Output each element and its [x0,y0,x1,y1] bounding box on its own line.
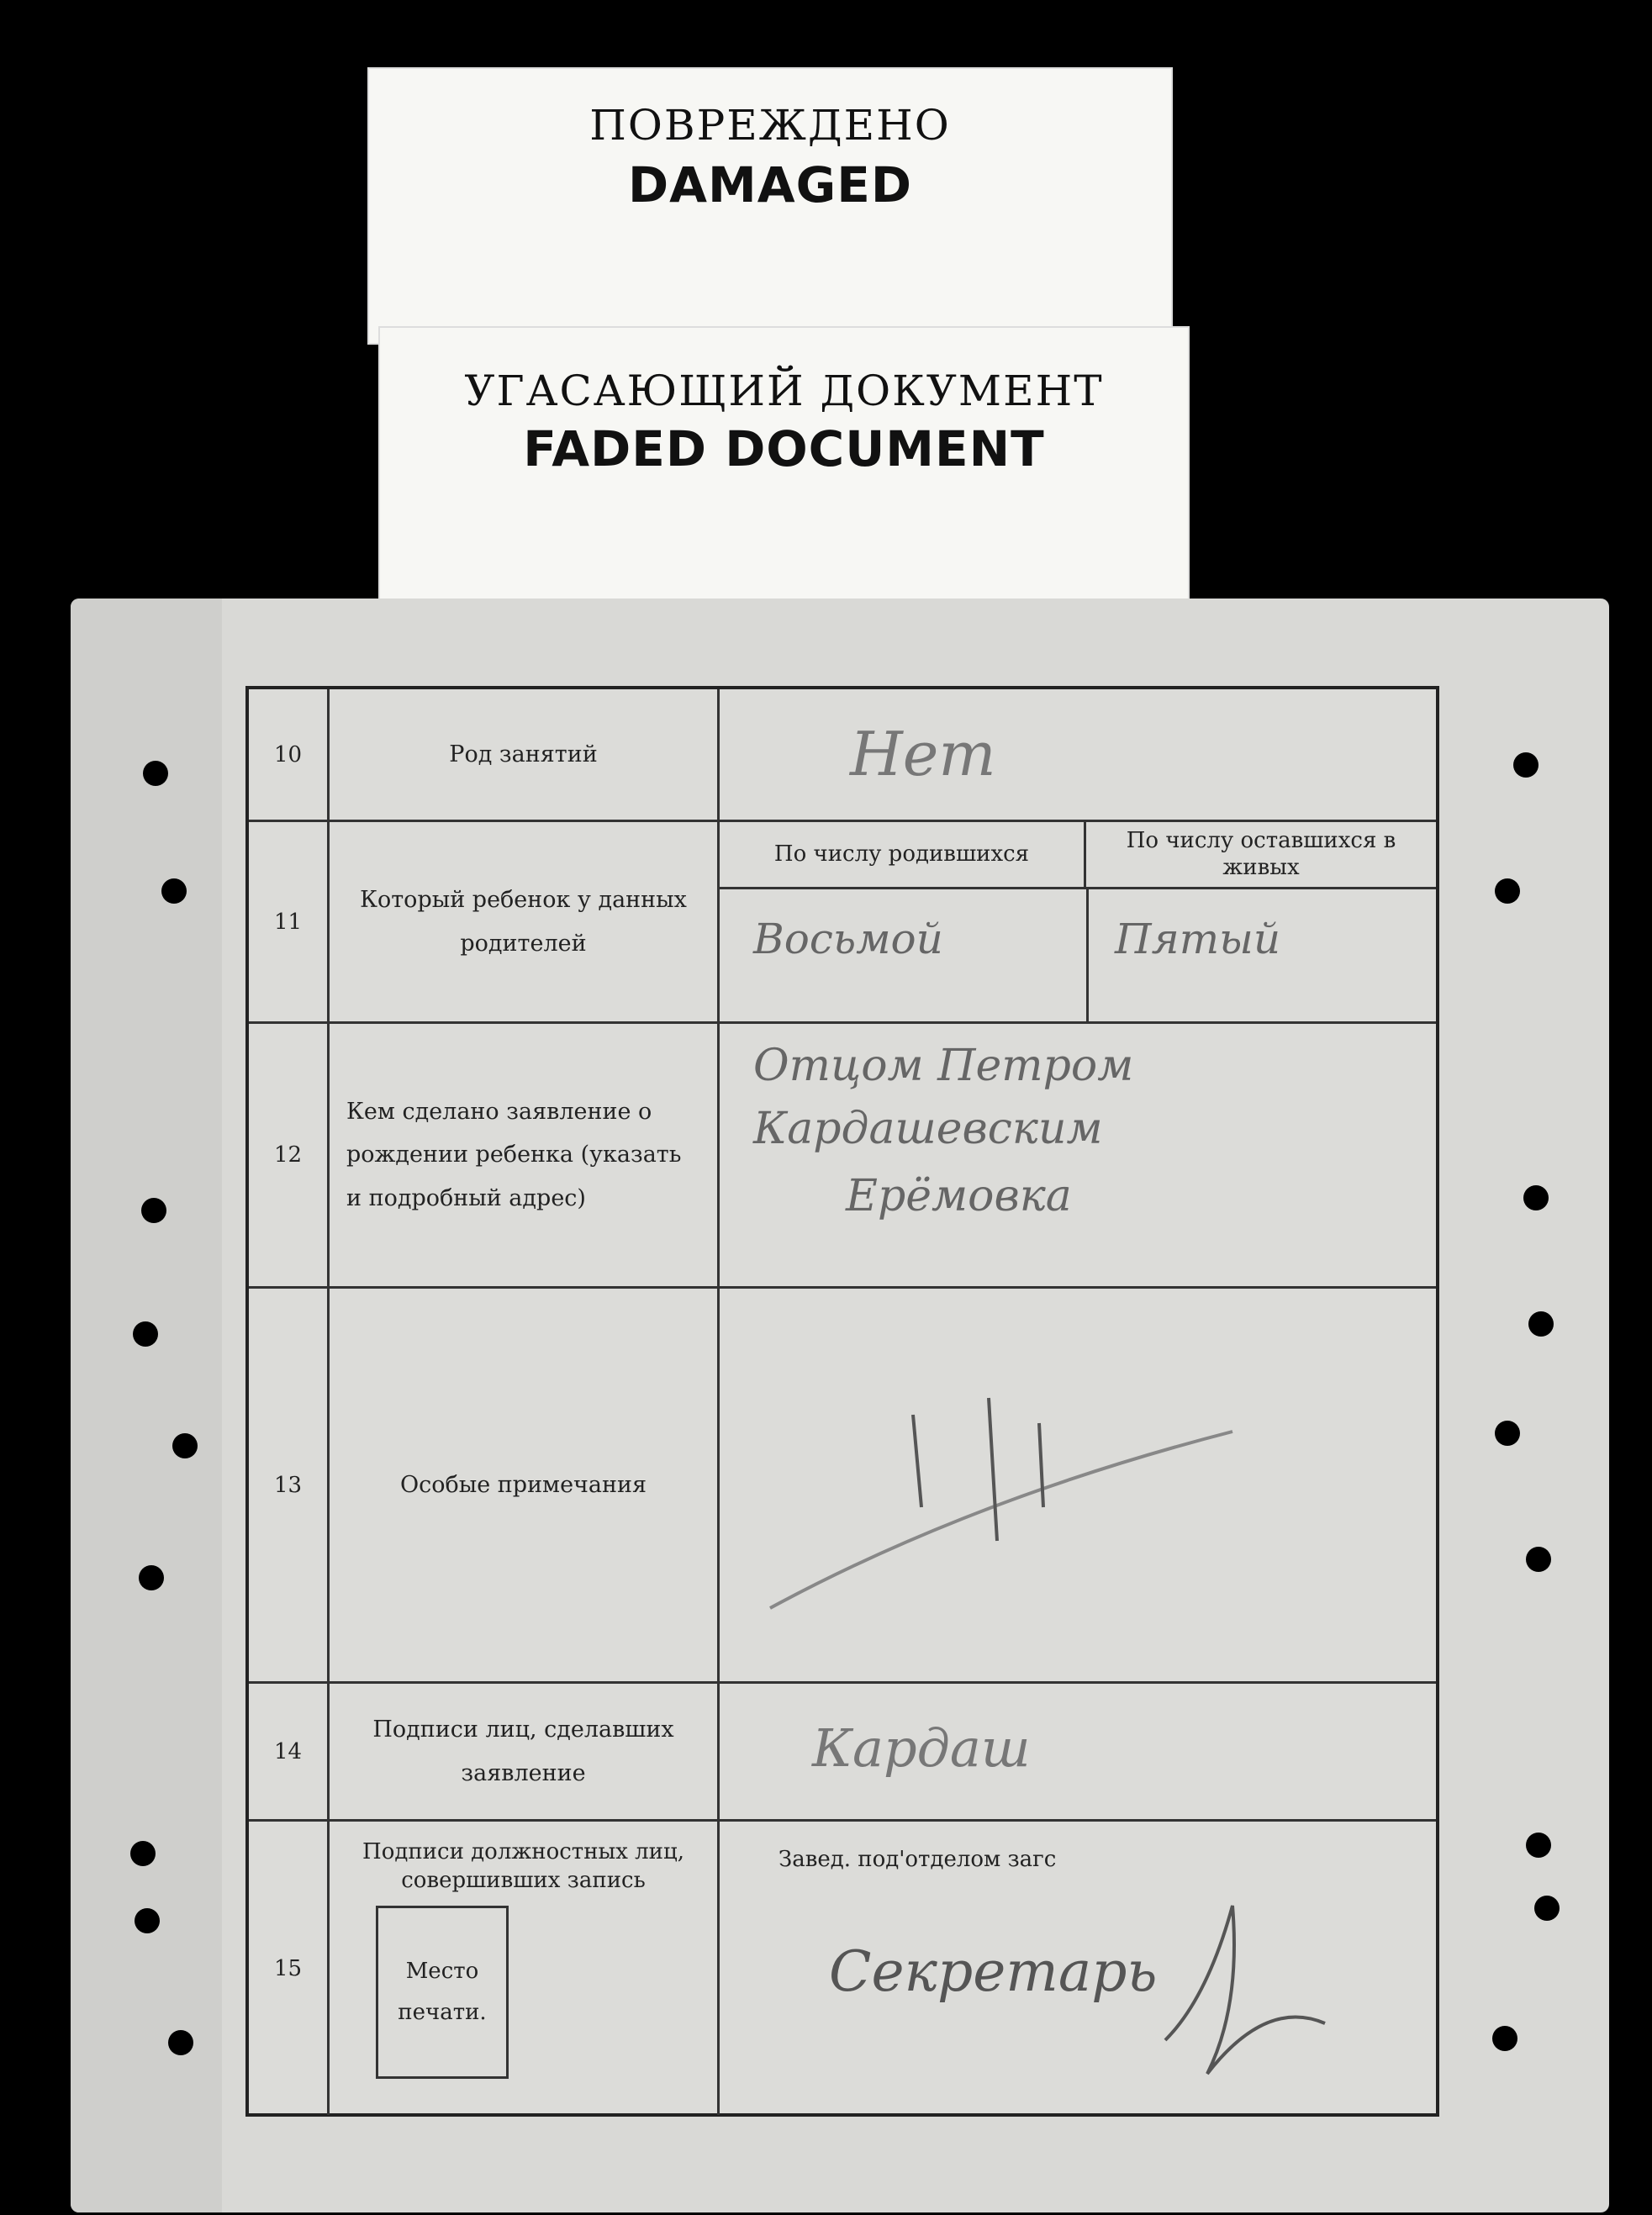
punch-hole [1526,1547,1551,1572]
row-label: Кем сделано заявление о рождении ребенка (указать и подробный адрес) [330,1024,720,1286]
punch-hole [1528,1311,1554,1337]
secretary-signature: Секретарь [829,1939,1158,2004]
row-label: Особые примечания [330,1289,720,1681]
punch-hole [1495,878,1520,904]
damaged-label-card [367,67,1173,345]
row-number: 13 [249,1289,330,1681]
row-label: Род занятий [330,689,720,820]
faded-label-ru: УГАСАЮЩИЙ ДОКУМЕНТ [464,367,1104,415]
handwritten-declarant-line: Отцом Петром [753,1041,1134,1091]
form-row-10 [249,689,1436,822]
form-row-15 [249,1822,1436,2115]
handwritten-declarant-line: Ерёмовка [846,1171,1072,1221]
row-value [720,1024,1436,1286]
form-row-13 [249,1289,1436,1684]
living-count-header: По числу оставшихся в живых [1086,822,1436,889]
column-divider [1086,889,1089,1021]
handwritten-declarant-line: Кардашевским [753,1104,1103,1154]
row-number: 14 [249,1684,330,1819]
punch-hole [1495,1421,1520,1446]
handwritten-occupation: Нет [850,719,996,789]
row-value [720,822,1436,1021]
punch-hole [1523,1185,1549,1210]
row-value [720,1684,1436,1819]
faded-label-card [378,326,1190,602]
punch-hole [168,2030,193,2055]
row-number: 10 [249,689,330,820]
birth-record-form [245,686,1439,2117]
row-number: 11 [249,822,330,1021]
handwritten-born-count: Восьмой [753,915,943,963]
form-row-14 [249,1684,1436,1822]
punch-hole [130,1841,156,1866]
damaged-label-ru: ПОВРЕЖДЕНО [589,101,951,150]
row-label: Подписи лиц, сделавших заявление [330,1684,720,1819]
born-count-header: По числу родившихся [720,822,1086,889]
row-value [720,1822,1436,2115]
punch-hole [139,1565,164,1590]
officials-signature-label: Подписи должностных лиц, совершивших запись [362,1839,684,1893]
form-row-12 [249,1024,1436,1289]
signature-flourish [1157,1872,1409,2124]
punch-hole [141,1198,166,1223]
punch-hole [135,1908,160,1933]
stamp-place-box: Место печати. [376,1906,509,2079]
faded-label-en: FADED DOCUMENT [523,420,1045,477]
cancel-stroke [720,1289,1434,1675]
punch-hole [143,761,168,786]
punch-hole [161,878,187,904]
punch-hole [172,1433,198,1458]
row-number: 12 [249,1024,330,1286]
punch-hole [1534,1896,1560,1921]
damaged-label-en: DAMAGED [627,156,912,214]
handwritten-living-count: Пятый [1115,915,1281,963]
punch-hole [133,1321,158,1347]
row-label: Который ребенок у данных родителей [330,822,720,1021]
row-label [330,1822,720,2115]
punch-hole [1492,2026,1517,2051]
department-head-label: Завед. под'отделом загс [778,1847,1057,1872]
handwritten-signature: Кардаш [812,1717,1031,1779]
punch-hole [1513,752,1539,778]
row-value [720,1289,1436,1681]
row-value [720,689,1436,820]
punch-hole [1526,1833,1551,1858]
form-row-11 [249,822,1436,1024]
row-number: 15 [249,1822,330,2115]
